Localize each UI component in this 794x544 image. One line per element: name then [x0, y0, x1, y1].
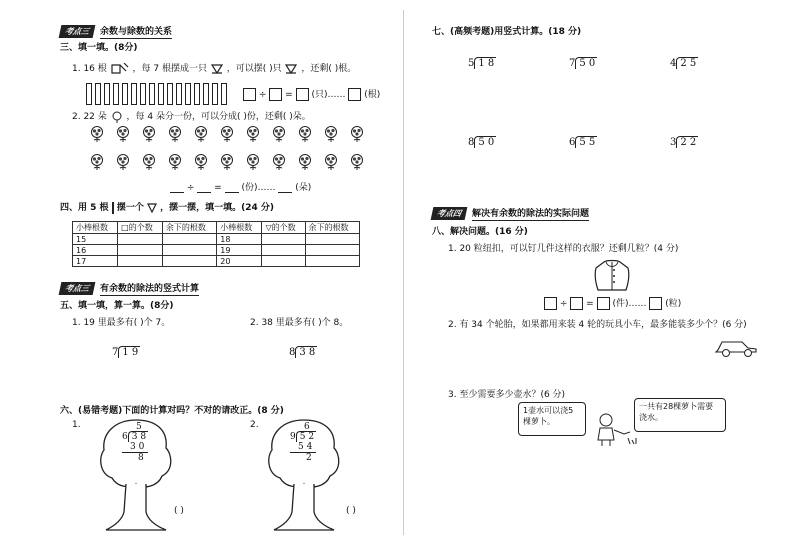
dividend: 3 8 — [128, 431, 148, 442]
divisor: 9 — [290, 432, 296, 442]
p8-q3: 3. 至少需要多少壶水？(6 分) — [448, 390, 566, 400]
subtrahend: 3 0 — [122, 442, 148, 453]
section-header-remainder-divisor — [60, 24, 172, 39]
unit-text: (根) — [364, 90, 381, 100]
quotient: 5 — [136, 422, 142, 432]
page-divider — [403, 10, 404, 535]
stick — [86, 83, 92, 105]
flowers-grid — [90, 126, 370, 180]
table-answer-cell[interactable] — [262, 245, 305, 256]
table-header-cell: 小棒根数 — [217, 222, 262, 234]
divisor: 7 — [112, 347, 119, 358]
flower-icon — [118, 127, 129, 143]
table-cell: 18 — [217, 234, 262, 245]
table-header-cell: 余下的根数 — [305, 222, 360, 234]
flower-icon — [118, 155, 129, 171]
answer-blank[interactable] — [278, 182, 292, 193]
table-answer-cell[interactable] — [118, 256, 163, 267]
speech-bubble-right: 一共有28棵萝卜需要浇水。 — [634, 398, 726, 432]
divisor: 6 — [569, 137, 576, 148]
table-row — [73, 234, 360, 245]
table-answer-cell[interactable] — [162, 256, 216, 267]
p3-q2-equation — [170, 180, 311, 193]
vertical-division — [468, 137, 496, 148]
flower-icon — [300, 127, 311, 143]
flower-icon — [92, 155, 103, 171]
table-answer-cell[interactable] — [262, 234, 305, 245]
flower-icon — [196, 127, 207, 143]
flower-icon — [144, 127, 155, 143]
flower-icon — [222, 127, 233, 143]
stick — [158, 83, 164, 105]
part8-heading: 八、解决问题。(16 分) — [432, 227, 528, 237]
p3-q1-text-b: ，每 7 根摆成一只 — [132, 64, 207, 74]
table-header-row — [73, 222, 360, 234]
stick — [221, 83, 227, 105]
answer-box[interactable] — [296, 88, 309, 101]
vertical-division — [670, 137, 698, 148]
shape-icon — [210, 63, 224, 75]
table-answer-cell[interactable] — [262, 256, 305, 267]
part4-heading — [60, 200, 274, 214]
p8-q2: 2. 有 34 个轮胎，如果都用来装 4 轮的玩具小车，最多能装多少个？(6 分) — [448, 320, 747, 330]
dividend: 2 5 — [676, 57, 698, 69]
stick — [149, 83, 155, 105]
calc-1 — [122, 422, 148, 463]
section-header-vertical-division — [60, 281, 199, 296]
flower-icon — [222, 155, 233, 171]
stick — [95, 83, 101, 105]
table-answer-cell[interactable] — [305, 256, 360, 267]
section-tag: 考点三 — [59, 25, 96, 38]
flower-icon — [274, 127, 285, 143]
answer-box[interactable] — [348, 88, 361, 101]
unit-text: (只)…… — [311, 90, 346, 100]
divisor: 3 — [670, 137, 677, 148]
p3-q1-blank-rest[interactable]: ，还剩( )根。 — [301, 64, 357, 74]
calc-2 — [290, 422, 316, 463]
flower-icon — [326, 127, 337, 143]
table-answer-cell[interactable] — [305, 234, 360, 245]
vertical-division — [569, 58, 597, 69]
unit-text: (朵) — [295, 183, 312, 193]
answer-box[interactable] — [243, 88, 256, 101]
flower-icon — [352, 155, 363, 171]
table-answer-cell[interactable] — [118, 234, 163, 245]
stick — [185, 83, 191, 105]
p5-q1: 1. 19 里最多有( )个 7。 — [72, 318, 171, 328]
part5-heading: 五、填一填，算一算。(8分) — [60, 301, 174, 311]
part7-heading: 七、(高频考题)用竖式计算。(18 分) — [432, 27, 582, 37]
table-header-cell: 小棒根数 — [73, 222, 118, 234]
flower-icon — [110, 111, 124, 123]
dividend: 1 8 — [474, 57, 496, 69]
dividend: 1 9 — [118, 346, 140, 358]
stick — [203, 83, 209, 105]
answer-box[interactable] — [649, 297, 662, 310]
answer-box[interactable] — [597, 297, 610, 310]
part4-heading-c: ，摆一摆，填一填。(24 分) — [160, 203, 274, 213]
divisor: 8 — [289, 347, 296, 358]
vertical-division — [569, 137, 597, 148]
section-title: 余数与除数的关系 — [100, 24, 172, 39]
divisor: 5 — [468, 58, 475, 69]
table-answer-cell[interactable] — [162, 245, 216, 256]
flower-icon — [274, 155, 285, 171]
table-answer-cell[interactable] — [118, 245, 163, 256]
answer-blank[interactable] — [225, 182, 239, 193]
part4-heading-a: 四、用 5 根 — [60, 203, 109, 213]
divisor: 7 — [569, 58, 576, 69]
girl-watering-icon — [590, 412, 638, 448]
stick — [104, 83, 110, 105]
stick — [131, 83, 137, 105]
p6-num2: 2. — [250, 420, 259, 430]
stick — [176, 83, 182, 105]
divisor: 6 — [122, 432, 128, 442]
table-cell: 16 — [73, 245, 118, 256]
p3-q2 — [72, 109, 311, 123]
stick-icon — [112, 202, 114, 214]
p3-q1 — [72, 61, 356, 75]
division-8-38 — [289, 347, 317, 358]
answer-paren[interactable]: ( ) — [346, 506, 356, 516]
flower-icon — [170, 127, 181, 143]
flower-icon — [300, 155, 311, 171]
table-header-cell: □的个数 — [118, 222, 163, 234]
answer-box[interactable] — [544, 297, 557, 310]
table-header-cell: 余下的根数 — [162, 222, 216, 234]
unit-text: (件)…… — [612, 299, 647, 309]
stick-square-icon — [110, 63, 130, 75]
answer-blank[interactable] — [170, 182, 184, 193]
remainder: 2 — [306, 453, 312, 463]
p8-q1-equation — [544, 296, 681, 310]
section-tag: 考点四 — [431, 207, 468, 220]
flower-icon — [144, 155, 155, 171]
subtrahend: 5 4 — [290, 442, 316, 453]
dividend: 2 2 — [676, 136, 698, 148]
flower-icon — [352, 127, 363, 143]
section-tag: 考点三 — [59, 282, 96, 295]
p8-q1: 1. 20 粒纽扣，可以钉几件这样的衣服？还剩几粒？(4 分) — [448, 244, 679, 254]
dividend: 5 0 — [474, 136, 496, 148]
stick — [194, 83, 200, 105]
p3-q1-equation — [243, 87, 380, 101]
table-answer-cell[interactable] — [305, 245, 360, 256]
divisor: 8 — [468, 137, 475, 148]
p5-q2: 2. 38 里最多有( )个 8。 — [250, 318, 349, 328]
p6-num1: 1. — [72, 420, 81, 430]
toy-car-icon — [712, 334, 760, 358]
div-sign: ÷ — [559, 299, 568, 309]
table-header-cell: ▽的个数 — [262, 222, 305, 234]
div-sign: ÷ — [258, 90, 267, 100]
table-row — [73, 245, 360, 256]
dividend: 5 5 — [575, 136, 597, 148]
division-7-19 — [112, 347, 140, 358]
stick — [212, 83, 218, 105]
eq-sign: = — [586, 299, 594, 309]
remainder: 8 — [138, 453, 144, 463]
stick — [122, 83, 128, 105]
quotient: 6 — [304, 422, 310, 432]
vertical-division — [468, 58, 496, 69]
div-sign: ÷ — [186, 183, 195, 193]
flower-icon — [170, 155, 181, 171]
table-cell: 20 — [217, 256, 262, 267]
eq-sign: = — [285, 90, 293, 100]
sticks-table — [72, 221, 360, 267]
unit-text: (份)…… — [241, 183, 276, 193]
divisor: 4 — [670, 58, 677, 69]
answer-box[interactable] — [269, 88, 282, 101]
p3-q1-blank-count[interactable]: ，可以摆( )只 — [226, 64, 282, 74]
section-header-word-problems — [432, 206, 589, 221]
section-title: 有余数的除法的竖式计算 — [100, 281, 199, 296]
table-row — [73, 256, 360, 267]
dividend: 5 0 — [575, 57, 597, 69]
answer-paren[interactable]: ( ) — [174, 506, 184, 516]
eq-sign: = — [214, 183, 222, 193]
dividend: 3 8 — [295, 346, 317, 358]
flower-icon — [92, 127, 103, 143]
p3-q1-text: 1. 16 根 — [72, 64, 107, 74]
stick — [140, 83, 146, 105]
p3-q2-text-b: ，每 4 朵分一份，可以分成( )份，还剩( )朵。 — [126, 112, 311, 122]
flower-icon — [196, 155, 207, 171]
speech-bubble-left: 1壶水可以浇5棵萝卜。 — [518, 402, 586, 436]
dividend: 5 2 — [296, 431, 316, 442]
section-title: 解决有余数的除法的实际问题 — [472, 206, 589, 221]
table-cell: 15 — [73, 234, 118, 245]
table-cell: 17 — [73, 256, 118, 267]
part6-heading: 六、(易错考题)下面的计算对吗？不对的请改正。(8 分) — [60, 406, 284, 416]
p3-q2-text: 2. 22 朵 — [72, 112, 107, 122]
vertical-division — [670, 58, 698, 69]
flower-icon — [248, 127, 259, 143]
answer-box[interactable] — [570, 297, 583, 310]
shirt-icon — [592, 258, 632, 294]
answer-blank[interactable] — [197, 182, 211, 193]
unit-text: (粒) — [665, 299, 682, 309]
table-answer-cell[interactable] — [162, 234, 216, 245]
table-cell: 19 — [217, 245, 262, 256]
part4-heading-b: 摆一个 — [116, 203, 144, 213]
flower-icon — [248, 155, 259, 171]
flower-icon — [326, 155, 337, 171]
stick — [113, 83, 119, 105]
shape-icon — [284, 63, 298, 75]
stick — [167, 83, 173, 105]
triangle-icon — [147, 203, 157, 213]
part3-heading: 三、填一填。(8分) — [60, 43, 138, 53]
